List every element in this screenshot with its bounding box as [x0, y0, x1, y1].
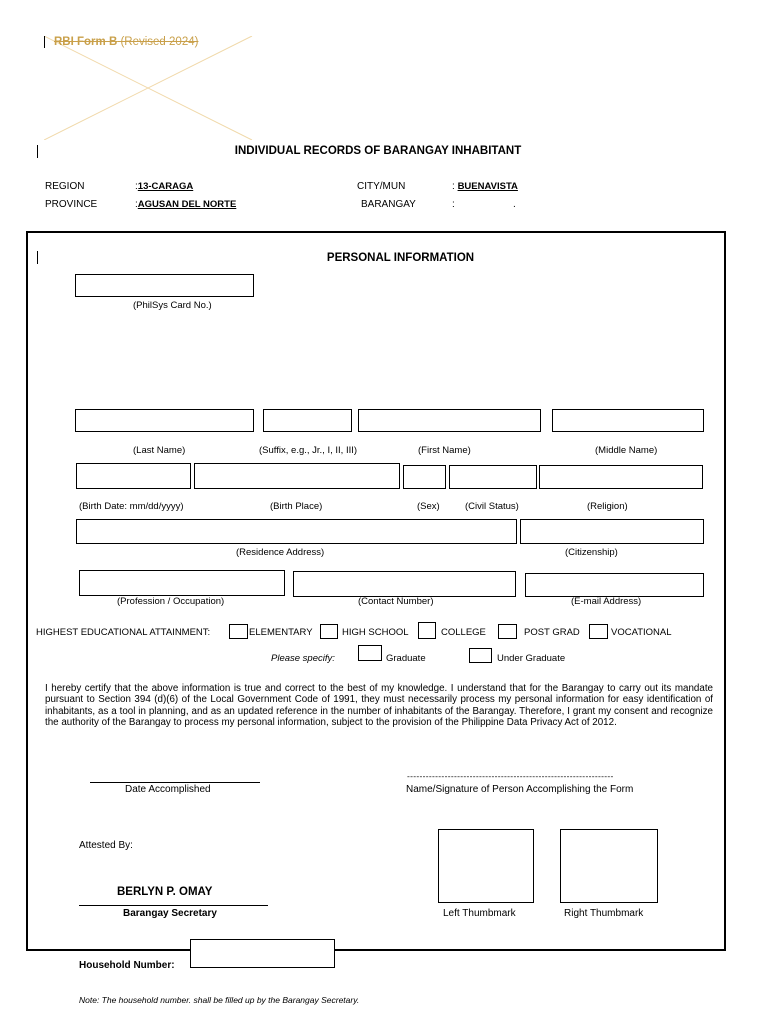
- post-grad-checkbox[interactable]: [498, 624, 517, 639]
- form-tag: [44, 36, 254, 140]
- cross-out-mark: [44, 36, 254, 140]
- suffix-field[interactable]: [263, 409, 352, 432]
- sex-field[interactable]: [403, 465, 446, 489]
- section-title: PERSONAL INFORMATION: [326, 252, 475, 264]
- civil-status-field[interactable]: [449, 465, 537, 489]
- footer-note: Note: The household number. shall be filled up by the Barangay Secretary.: [79, 995, 360, 1005]
- vocational-option: VOCATIONAL: [611, 627, 672, 638]
- province-label: PROVINCE: [45, 199, 98, 210]
- right-thumbmark-box[interactable]: [560, 829, 658, 903]
- undergraduate-option: Under Graduate: [497, 653, 566, 664]
- middle-name-field[interactable]: [552, 409, 704, 432]
- left-thumbmark-label: Left Thumbmark: [443, 908, 516, 919]
- religion-label: (Religion): [587, 501, 628, 512]
- college-option: COLLEGE: [441, 627, 486, 638]
- certification-text: I hereby certify that the above information is true and correct to the best of my knowledge. I understand that for the Barangay to carry out its mandate pursuant to Section 394 (d)(6) of the Local Government Code of 1991, they must necessarily process my personal information for easy identification of inhabitants, as a tool in planning, and as an updated reference in the number of inhabitants of the Barangay. Therefore, I grant my consent and recognize the authority of the Barangay to process my personal information, subject to the provision of the Philippine Data Privacy Act of 2012.: [45, 683, 713, 728]
- barangay-dot: .: [513, 199, 516, 210]
- date-accomplished-label: Date Accomplished: [125, 784, 211, 795]
- secretary-name: BERLYN P. OMAY: [117, 886, 213, 898]
- signature-dash-line: ------------------------------------------------------------------: [407, 771, 614, 781]
- email-field[interactable]: [525, 573, 704, 597]
- last-name-label: (Last Name): [133, 445, 186, 456]
- last-name-field[interactable]: [75, 409, 254, 432]
- residence-field[interactable]: [76, 519, 517, 544]
- barangay-colon: :: [452, 199, 455, 210]
- philsys-label: (PhilSys Card No.): [133, 300, 212, 311]
- sex-label: (Sex): [417, 501, 440, 512]
- region-colon: :: [135, 181, 138, 192]
- civil-status-label: (Civil Status): [465, 501, 519, 512]
- citizenship-field[interactable]: [520, 519, 704, 544]
- page-title: INDIVIDUAL RECORDS OF BARANGAY INHABITANT: [234, 145, 522, 157]
- religion-field[interactable]: [539, 465, 703, 489]
- region-value: 13-CARAGA: [137, 181, 194, 192]
- specify-label: Please specify:: [271, 653, 335, 664]
- form-code: RBI Form B: [54, 36, 118, 48]
- citizenship-label: (Citizenship): [565, 547, 618, 558]
- name-signature-label: Name/Signature of Person Accomplishing the Form: [406, 784, 634, 795]
- barangay-label: BARANGAY: [361, 199, 416, 210]
- residence-label: (Residence Address): [236, 547, 325, 558]
- province-colon: :: [135, 199, 138, 210]
- profession-label: (Profession / Occupation): [117, 596, 225, 607]
- post-grad-option: POST GRAD: [524, 627, 580, 638]
- suffix-label: (Suffix, e.g., Jr., I, II, III): [259, 445, 358, 456]
- citymun-value: BUENAVISTA: [457, 181, 518, 192]
- education-label: HIGHEST EDUCATIONAL ATTAINMENT:: [36, 627, 211, 638]
- high-school-checkbox[interactable]: [320, 624, 338, 639]
- graduate-option: Graduate: [386, 653, 426, 664]
- citymun-colon: :: [452, 181, 455, 192]
- right-thumbmark-label: Right Thumbmark: [564, 908, 644, 919]
- high-school-option: HIGH SCHOOL: [342, 627, 409, 638]
- first-name-label: (First Name): [418, 445, 471, 456]
- citymun-label: CITY/MUN: [357, 181, 406, 192]
- philsys-field[interactable]: [75, 274, 254, 297]
- birth-date-field[interactable]: [76, 463, 191, 489]
- form-revised: (Revised 2024): [120, 36, 199, 48]
- left-thumbmark-box[interactable]: [438, 829, 534, 903]
- secretary-title: Barangay Secretary: [123, 908, 217, 919]
- middle-name-label: (Middle Name): [595, 445, 658, 456]
- contact-field[interactable]: [293, 571, 516, 597]
- college-checkbox[interactable]: [418, 622, 436, 639]
- contact-label: (Contact Number): [358, 596, 434, 607]
- undergraduate-checkbox[interactable]: [469, 648, 492, 663]
- region-label: REGION: [45, 181, 85, 192]
- elementary-option: ELEMENTARY: [249, 627, 313, 638]
- household-label: Household Number:: [79, 960, 175, 971]
- date-line: [90, 782, 260, 783]
- vocational-checkbox[interactable]: [589, 624, 608, 639]
- first-name-field[interactable]: [358, 409, 541, 432]
- profession-field[interactable]: [79, 570, 285, 596]
- household-number-field[interactable]: [190, 939, 335, 968]
- birth-date-label: (Birth Date: mm/dd/yyyy): [79, 501, 184, 512]
- email-label: (E-mail Address): [571, 596, 642, 607]
- birth-place-field[interactable]: [194, 463, 400, 489]
- elementary-checkbox[interactable]: [229, 624, 248, 639]
- attested-label: Attested By:: [79, 840, 133, 851]
- secretary-line: [79, 905, 268, 906]
- birth-place-label: (Birth Place): [270, 501, 323, 512]
- barangay-value[interactable]: [462, 199, 510, 211]
- province-value: AGUSAN DEL NORTE: [137, 199, 237, 210]
- graduate-checkbox[interactable]: [358, 645, 382, 661]
